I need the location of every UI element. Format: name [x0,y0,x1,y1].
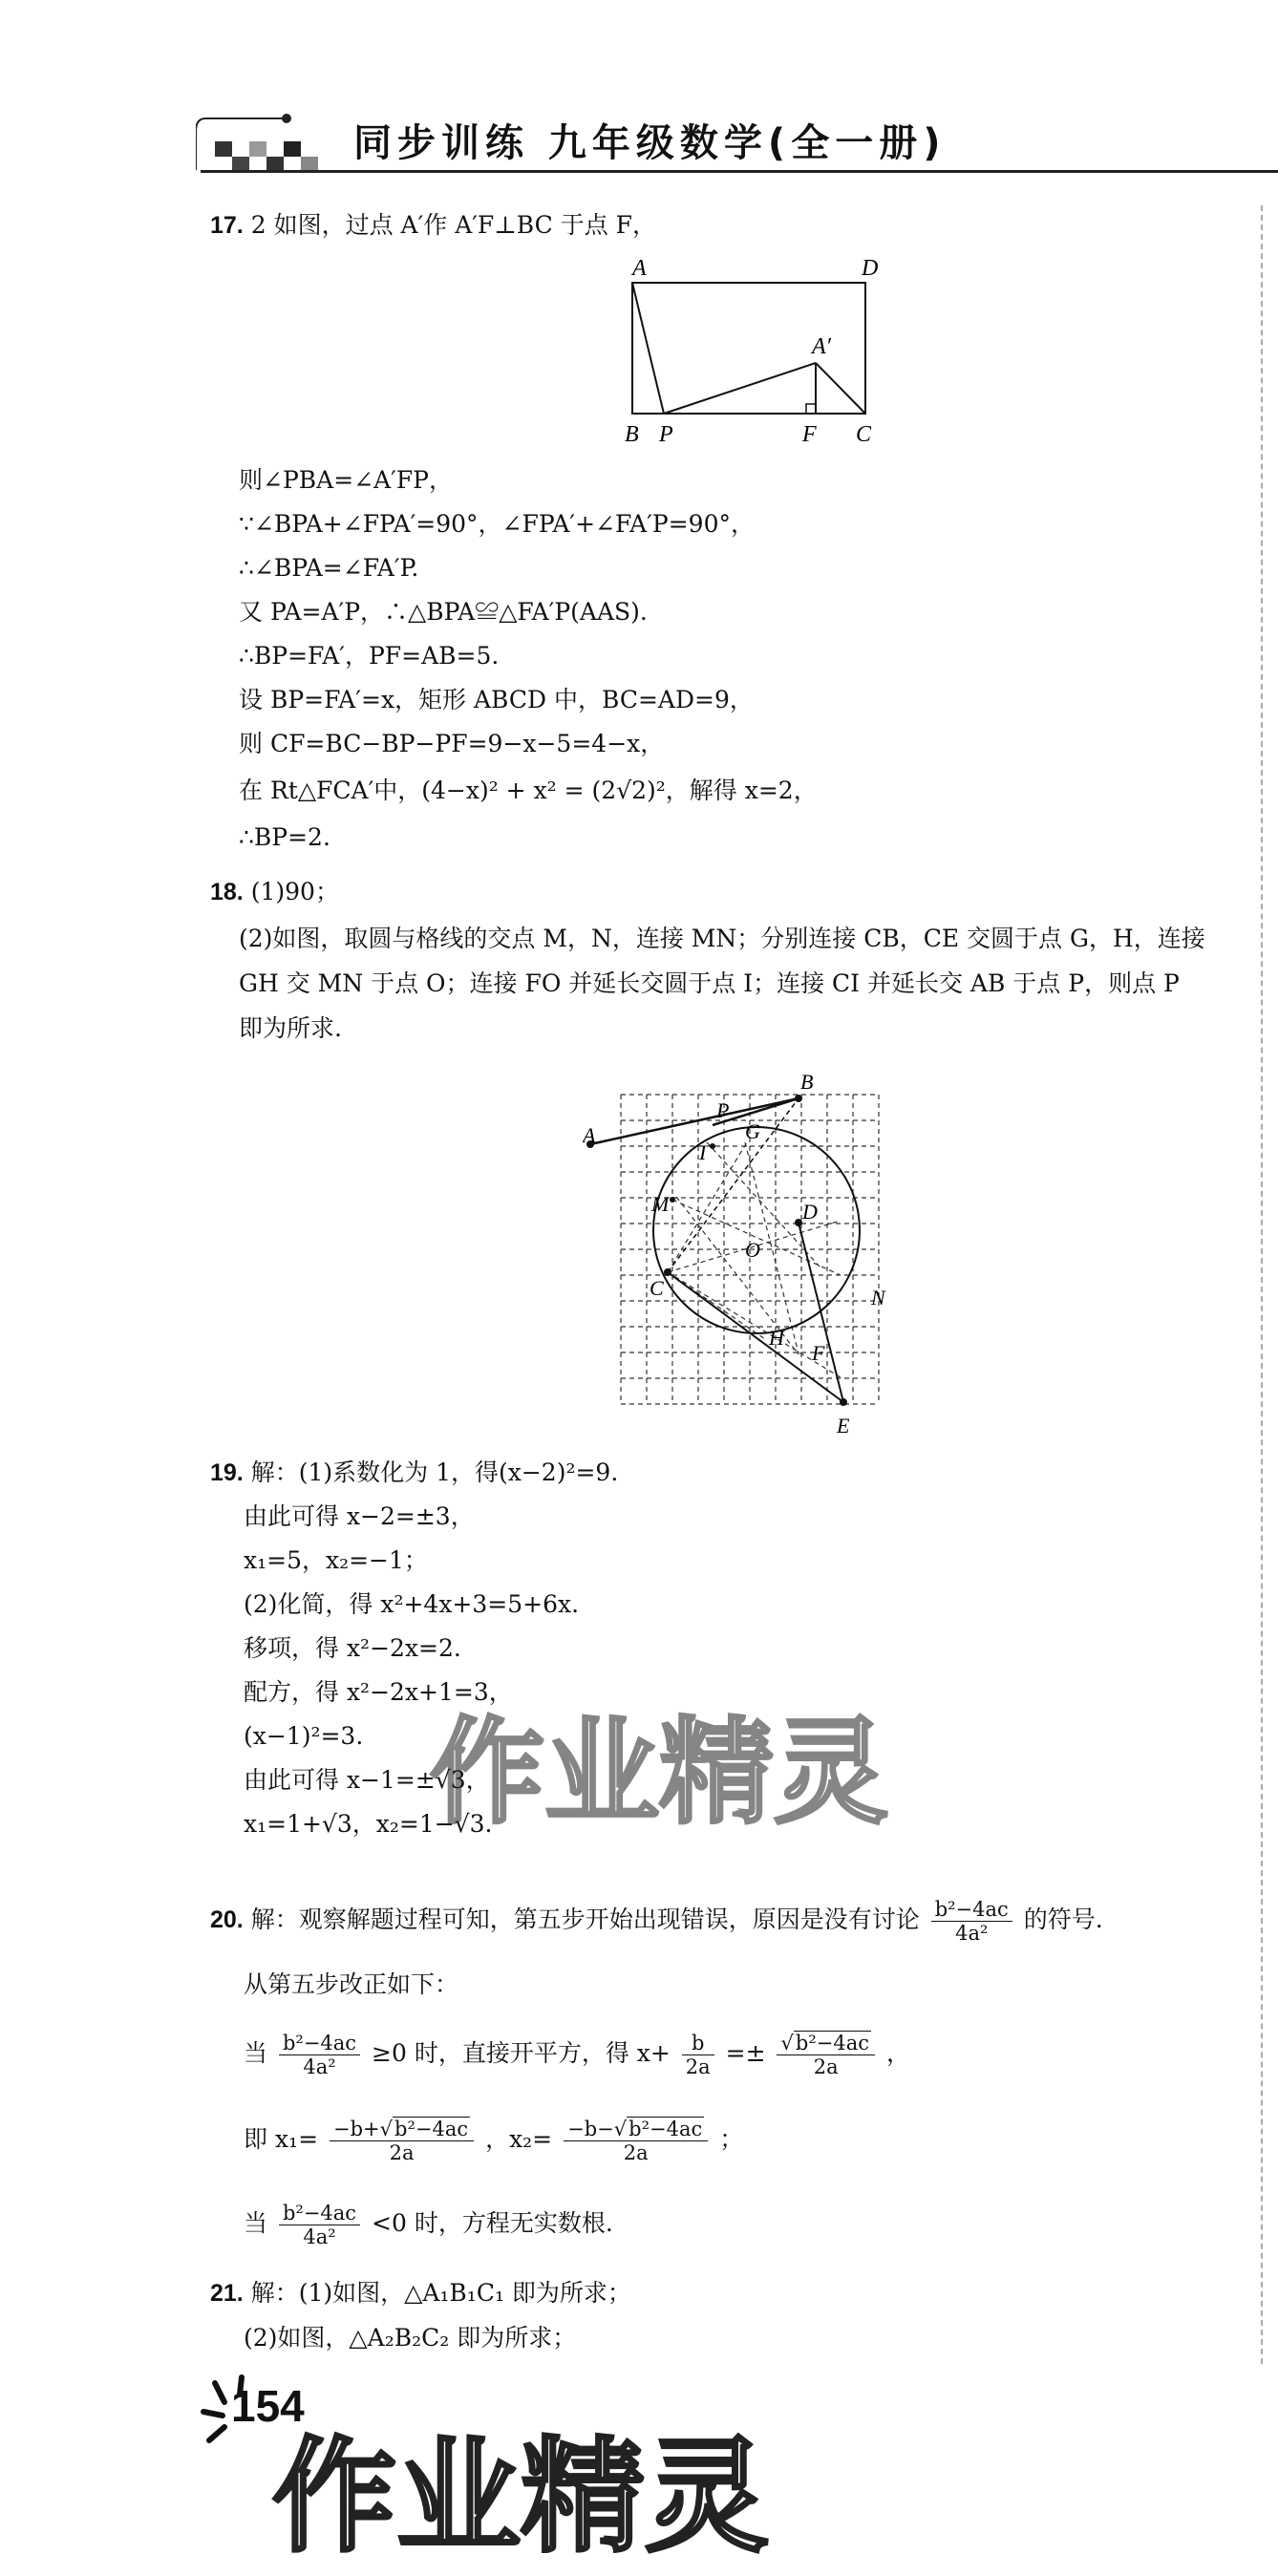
p19-head: 解：(1)系数化为 1，得(x−2)²=9. [250,1458,619,1486]
p19-line-1: 由此可得 x−2=±3， [244,1502,475,1530]
label-M: M [651,1192,670,1216]
label-N: N [871,1286,885,1309]
page-header-title: 同步训练 九年级数学(全一册) [353,121,947,165]
p17-line-2: ∵∠BPA+∠FPA′=90°，∠FPA′+∠FA′P=90°， [239,510,755,538]
figure-rectangle-abcd [611,250,898,451]
p17-line-3: ∴∠BPA=∠FA′P. [239,554,419,582]
fraction-b-over-2a: $\frac{b}{2a}$ [682,2032,714,2078]
p18-line-1: (1)90； [250,878,339,905]
problem-19 [210,1458,618,1488]
problem-number: 21. [210,2280,244,2307]
p20-line-2: 从第五步改正如下： [244,1970,459,1998]
label-P: P [716,1098,730,1122]
header-rule [201,170,1278,173]
p20-line-3: 当 $\frac{\text{b²−4ac}}{\text{4a²}}$ ≥0 时，直接开平方，得 x+ $\frac{b}{2a}$ =± $\frac{\text{√b²−4ac}}{2a}$ ， [244,2032,910,2078]
fraction-discriminant: $\frac{\text{b²−4ac}}{\text{4a²}}$ [279,2202,360,2248]
header-logo [196,113,339,176]
p17-line-5: ∴BP=FA′，PF=AB=5. [239,642,500,670]
p17-line-1: 则∠PBA=∠A′FP， [239,466,453,494]
right-margin-dashed-line [1261,205,1263,2364]
label-D: D [862,256,879,281]
p21-line-1: 解：(1)如图，△A₁B₁C₁ 即为所求； [250,2279,631,2307]
label-F: F [802,422,817,447]
p17-line-9: ∴BP=2. [239,823,330,851]
p18-line-3: GH 交 MN 于点 O；连接 FO 并延长交圆于点 I；连接 CI 并延长交 AB 于点 P，则点 P [239,969,1180,997]
label-C: C [650,1276,664,1300]
problem-20 [210,1891,1103,1948]
label-O: O [745,1238,760,1262]
problem-21 [210,2278,631,2309]
fraction-sqrt-over-2a: $\frac{\text{√b²−4ac}}{2a}$ [777,2032,875,2078]
label-C: C [856,422,872,447]
figure-grid-circle [583,1058,898,1440]
watermark-bottom: 作业精灵 [272,2424,770,2569]
label-A: A [583,1123,596,1147]
fraction-x2: $\frac{\text{−b−√b²−4ac}}{2a}$ [564,2118,708,2164]
problem-number: 18. [210,879,244,905]
p19-line-7: 由此可得 x−1=±√3， [244,1766,490,1794]
fraction-x1: $\frac{\text{−b+√b²−4ac}}{2a}$ [330,2118,474,2164]
p17-line-7: 则 CF=BC−BP−PF=9−x−5=4−x， [239,730,665,757]
p19-line-4: 移项，得 x²−2x=2. [244,1634,461,1662]
label-A: A [632,256,647,281]
page-number: 154 [231,2381,305,2431]
label-A-prime: A′ [812,334,831,359]
p21-line-2: (2)如图，△A₂B₂C₂ 即为所求； [244,2324,577,2352]
problem-number: 20. [210,1906,244,1933]
watermark-middle: 作业精灵 [430,1707,888,1840]
label-I: I [699,1140,707,1164]
p19-line-6: (x−1)²=3. [244,1722,364,1750]
p20-line-5: 当 $\frac{\text{b²−4ac}}{\text{4a²}}$ <0 时，方程无实数根. [244,2202,613,2248]
problem-18 [210,877,339,907]
p19-line-2: x₁=5，x₂=−1； [244,1546,428,1574]
p17-line-4: 又 PA=A′P，∴△BPA≌△FA′P(AAS). [239,598,648,626]
p19-line-3: (2)化简，得 x²+4x+3=5+6x. [244,1590,580,1618]
fraction-discriminant: $\frac{\text{b²−4ac}}{\text{4a²}}$ [931,1898,1012,1945]
p17-line-8: 在 Rt△FCA′中，(4−x)² + x² = (2√2)²，解得 x=2， [239,777,818,804]
label-G: G [745,1119,760,1143]
label-F: F [812,1341,825,1365]
label-B: B [800,1070,814,1094]
p20-line-1b: 的符号. [1023,1905,1103,1933]
p19-line-5: 配方，得 x²−2x+1=3， [244,1678,513,1706]
problem-17 [210,210,656,241]
p17-line-6: 设 BP=FA′=x，矩形 ABCD 中，BC=AD=9， [239,686,754,713]
p18-line-4: 即为所求. [239,1014,342,1042]
fraction-discriminant: $\frac{\text{b²−4ac}}{\text{4a²}}$ [279,2032,360,2078]
problem-17-intro: 2 如图，过点 A′作 A′F⊥BC 于点 F， [250,211,656,239]
label-E: E [837,1414,850,1437]
problem-number: 19. [210,1459,244,1486]
label-B: B [625,422,639,447]
p20-line-1a: 解：观察解题过程可知，第五步开始出现错误，原因是没有讨论 [250,1905,920,1933]
label-P: P [659,422,673,447]
label-D: D [802,1200,818,1224]
p19-line-8: x₁=1+√3，x₂=1−√3. [244,1810,493,1838]
label-H: H [769,1326,784,1350]
problem-number: 17. [210,212,244,239]
p18-line-2: (2)如图，取圆与格线的交点 M，N，连接 MN；分别连接 CB，CE 交圆于点 G，H，连接 [239,925,1205,952]
p20-line-4: 即 x₁= $\frac{\text{−b+√b²−4ac}}{2a}$ ，x₂= $\frac{\text{−b−√b²−4ac}}{2a}$ ； [244,2118,744,2164]
